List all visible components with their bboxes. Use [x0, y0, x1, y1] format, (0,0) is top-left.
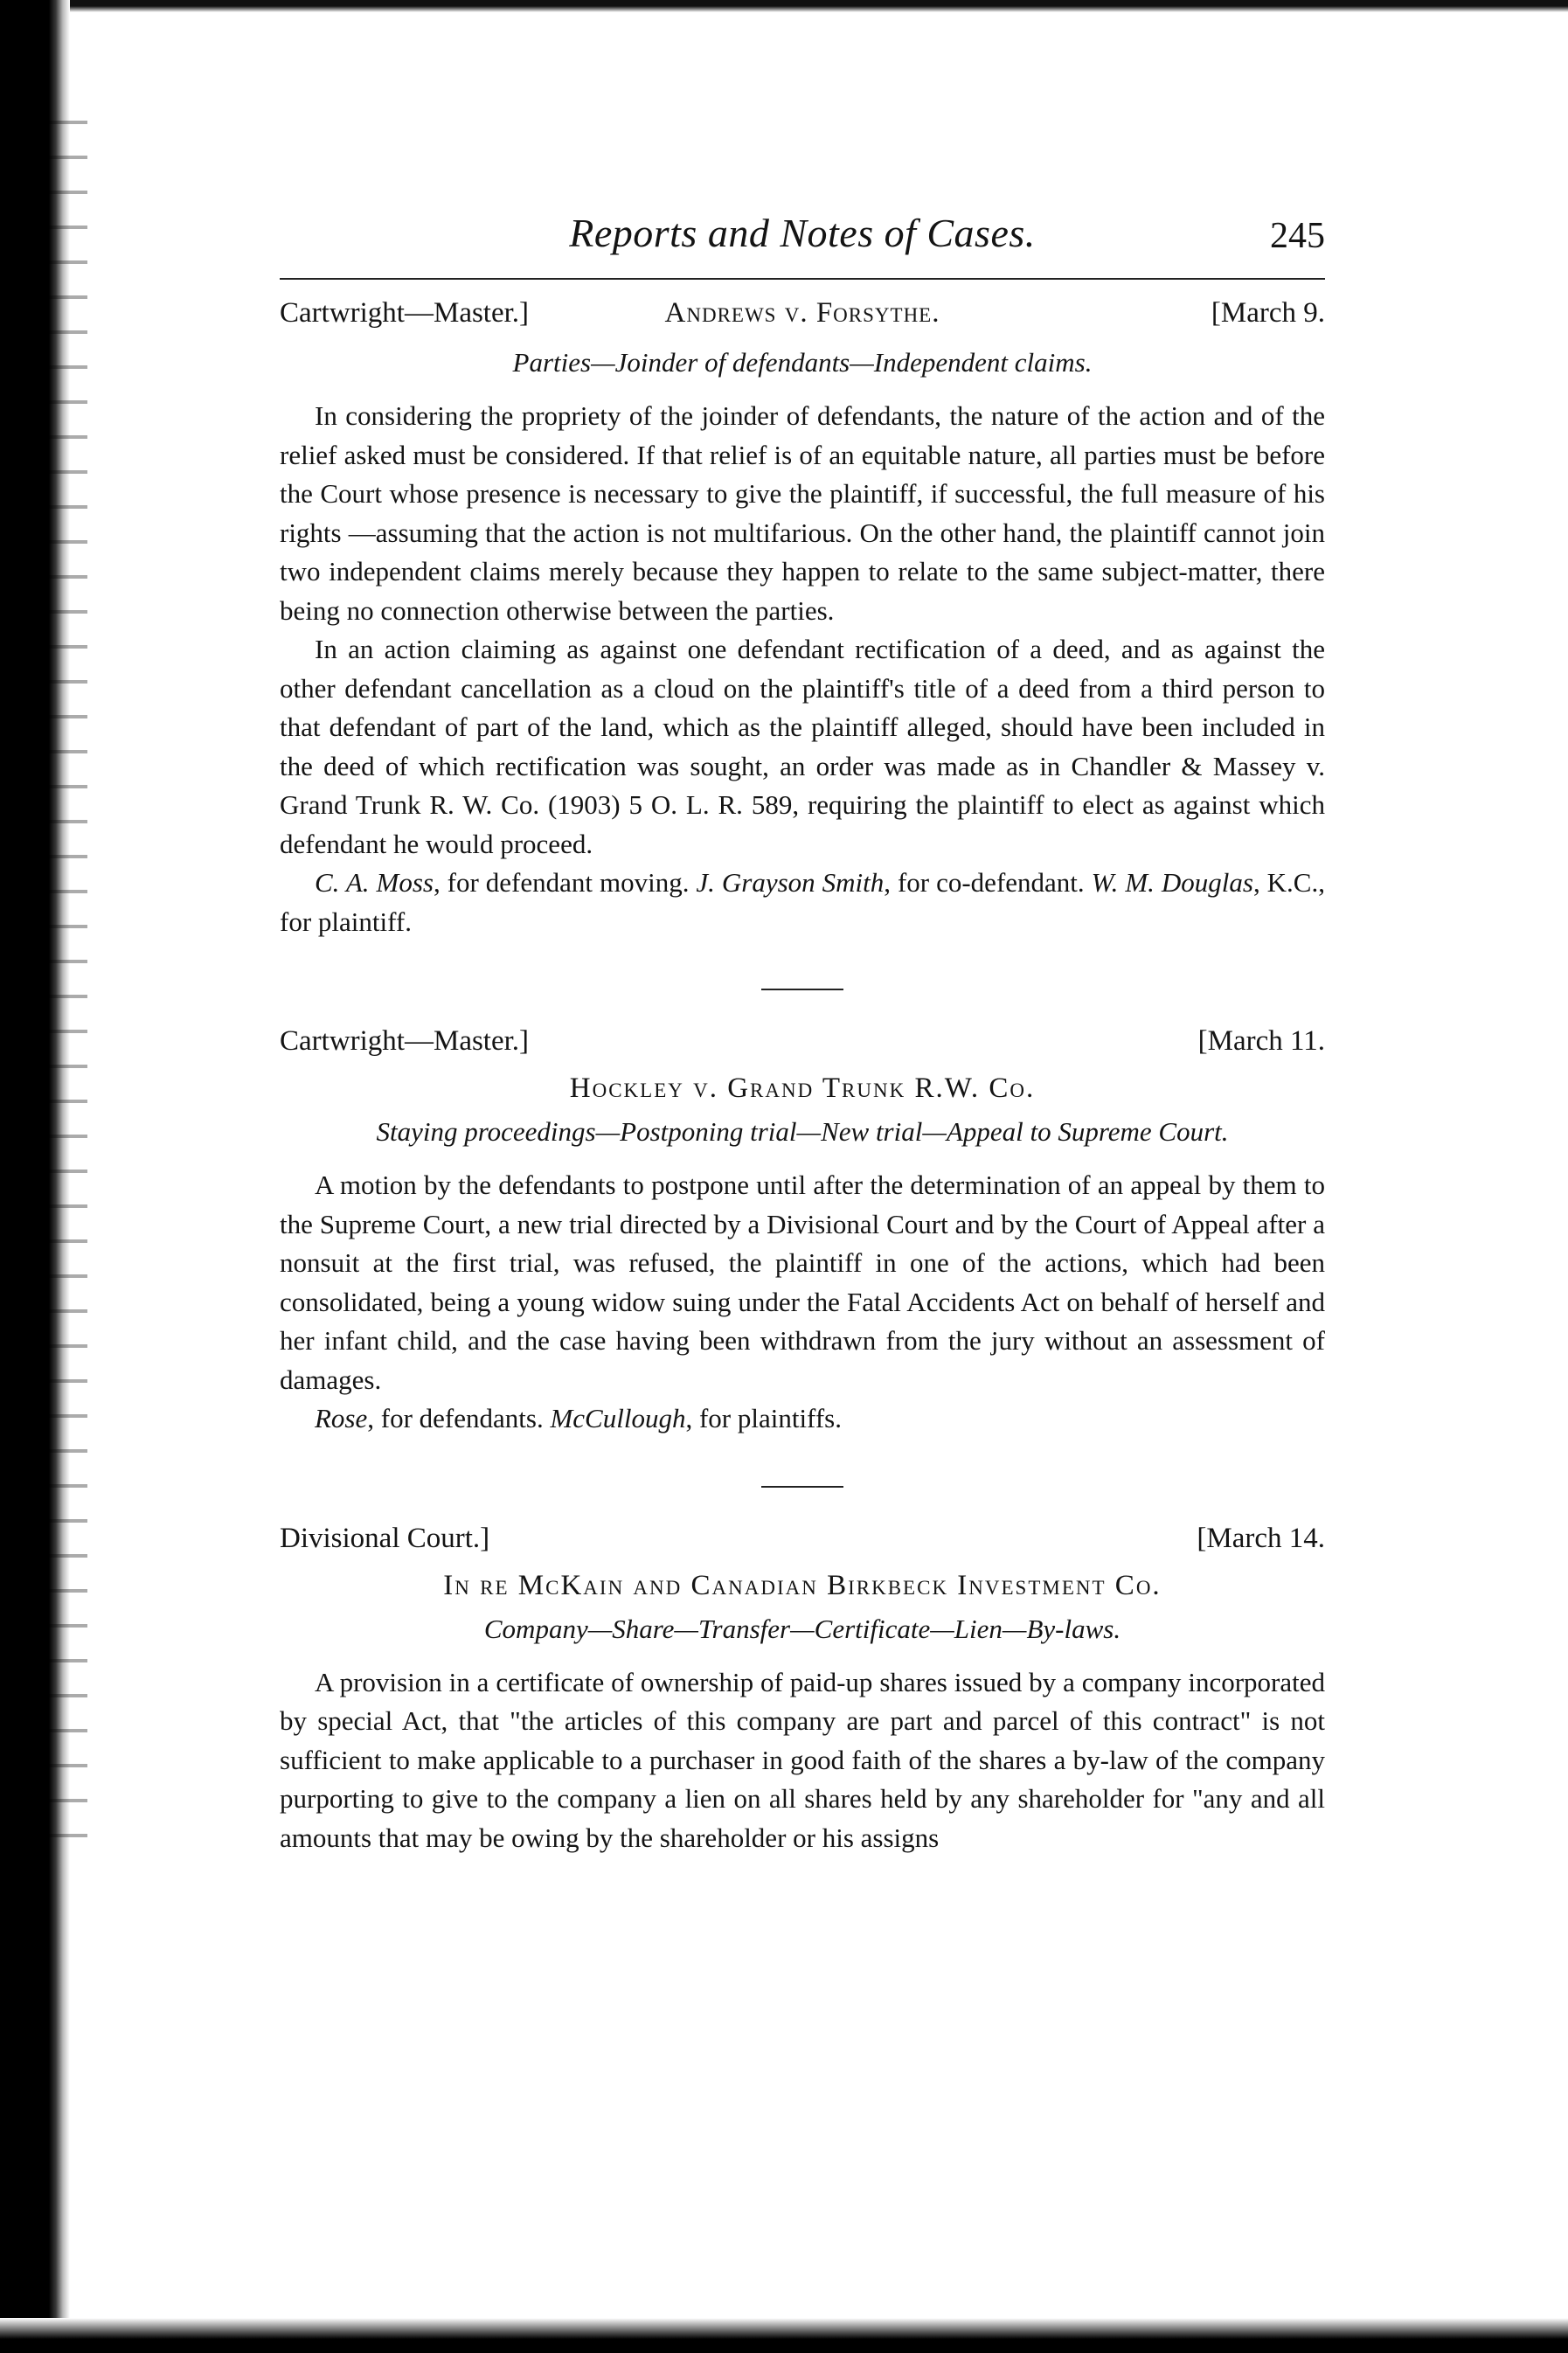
case-title: In re McKain and Canadian Birkbeck Investment Co. — [443, 1569, 1162, 1601]
case-date: [March 9. — [1211, 297, 1325, 329]
case-hockley-v-grand-trunk — [280, 1025, 1325, 1439]
case-title: Hockley v. Grand Trunk R.W. Co. — [569, 1072, 1036, 1104]
scan-bottom-edge — [0, 2318, 1568, 2353]
case-separator — [761, 1486, 843, 1488]
counsel-name: J. Grayson Smith — [696, 867, 885, 898]
counsel-role: , K.C., for plaintiff. — [280, 867, 1325, 937]
case-re-mckain — [280, 1523, 1325, 1858]
running-head — [280, 210, 1325, 271]
counsel-role: , for defendants. — [367, 1403, 551, 1433]
counsel-name: Rose — [315, 1403, 368, 1433]
case-paragraph: A motion by the defendants to postpone until after the determination of an appeal by them to the Supreme Court, a new trial directed by a Divisional Court and by the Court of Appeal after a nonsuit at the first trial, was refused, the plaintiff in one of the actions, which had been consolidated, being a young widow suing under the Fatal Accidents Act on behalf of herself and her infant child, and the case having been withdrawn from the jury without an assessment of damages. — [280, 1170, 1325, 1395]
header-rule — [280, 278, 1325, 280]
scan-top-edge — [0, 0, 1568, 12]
case-paragraph: In considering the propriety of the joinder of defendants, the nature of the action and of the relief asked must be considered. If that relief is of an equitable nature, all parties must be before the Court whose presence is necessary to give the plaintiff, if successful, the full measure of his rights —assuming that the action is not multifarious. On the other hand, the plaintiff cannot join two independent claims merely because they happen to relate to the same subject-matter, there being no connection otherwise between the parties. — [280, 400, 1325, 626]
case-catchwords: Parties—Joinder of defendants—Independent claims. — [512, 347, 1093, 378]
case-catchwords: Staying proceedings—Postponing trial—New trial—Appeal to Supreme Court. — [376, 1116, 1229, 1147]
case-andrews-v-forsythe — [280, 297, 1325, 941]
case-counsel — [280, 864, 1325, 941]
counsel-role: , for defendant moving. — [433, 867, 697, 898]
counsel-role: , for co-defendant. — [884, 867, 1092, 898]
page-body — [280, 210, 1325, 1857]
scan-binding-specks — [35, 105, 87, 1853]
case-heading — [280, 1025, 1325, 1072]
counsel-name: W. M. Douglas — [1091, 867, 1253, 898]
counsel-role: , for plaintiffs. — [685, 1403, 842, 1433]
case-date: [March 14. — [1197, 1522, 1325, 1554]
case-court: Cartwright—Master.] — [280, 297, 530, 329]
running-title: Reports and Notes of Cases. — [569, 211, 1036, 255]
case-title: Andrews v. Forsythe. — [664, 297, 940, 329]
case-court: Divisional Court.] — [280, 1522, 490, 1554]
case-paragraph: A provision in a certificate of ownership of paid-up shares issued by a company incorporated by special Act, that "the articles of this company are part and parcel of this contract" is not sufficient to make applicable to a purchaser in good faith of the shares a by-law of the company purporting to give to the company a lien on all shares held by any shareholder for "any and all amounts that may be owing by the shareholder or his assigns — [280, 1666, 1325, 1853]
case-paragraph: In an action claiming as against one defendant rectification of a deed, and as against the other defendant cancellation as a cloud on the plaintiff's title of a deed from a third person to that defendant of part of the land, which as the plaintiff alleged, should have been included in the deed of which rectification was sought, an order was made as in Chandler & Massey v. Grand Trunk R. W. Co. (1903) 5 O. L. R. 589, requiring the plaintiff to elect as against which defendant he would proceed. — [280, 634, 1325, 859]
case-catchwords: Company—Share—Transfer—Certificate—Lien—By-laws. — [483, 1613, 1121, 1644]
case-heading — [280, 1523, 1325, 1570]
case-heading — [280, 297, 1325, 344]
case-date: [March 11. — [1197, 1025, 1325, 1057]
counsel-name: McCullough — [550, 1403, 686, 1433]
page-number: 245 — [1270, 216, 1325, 256]
counsel-name: C. A. Moss — [315, 867, 434, 898]
case-counsel — [280, 1399, 1325, 1439]
case-court: Cartwright—Master.] — [280, 1025, 530, 1057]
case-separator — [761, 989, 843, 990]
